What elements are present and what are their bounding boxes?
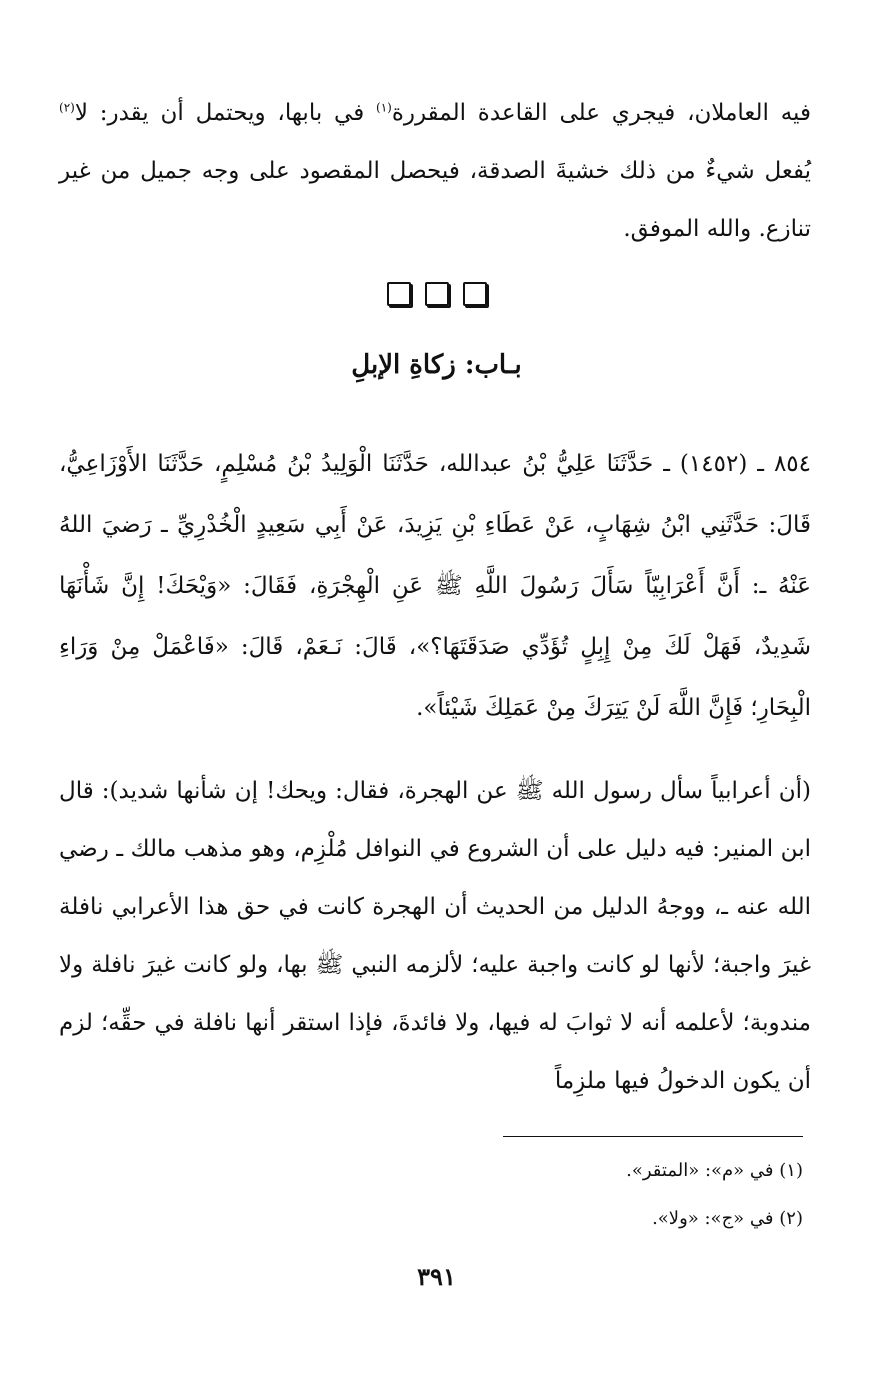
hadith-text: ٨٥٤ ـ (١٤٥٢) ـ حَدَّثَنَا عَلِيُّ بْنُ عبدالله، حَدَّثَنَا الْوَلِيدُ بْنُ مُسْلِمٍ، حَدَّثَنَا الأَوْزَاعِيُّ، قَالَ: حَدَّثَنِي ابْنُ شِهَابٍ، عَنْ عَطَاءِ بْنِ يَزِيدَ، عَنْ أَبِي سَعِيدٍ الْخُدْرِيِّ ـ رَضيَ اللهُ عَنْهُ ـ: أَنَّ أَعْرَابِيّاً سَأَلَ رَسُولَ اللَّهِ ﷺ عَنِ الْهِجْرَةِ، فَقَالَ: «وَيْحَكَ! إِنَّ شَأْنَهَا شَدِيدٌ، فَهَلْ لَكَ مِنْ إِبِلٍ تُؤَدِّي صَدَقَتَهَا؟»، قَالَ: نَـعَمْ، قَالَ: «فَاعْمَلْ مِنْ وَرَاءِ الْبِحَارِ؛ فَإِنَّ اللَّهَ لَنْ يَتِرَكَ مِنْ عَمَلِكَ شَيْئاً». bbox=[59, 451, 811, 721]
footnote-text: في «م»: «المتقر». bbox=[626, 1160, 774, 1181]
chapter-label: بـاب: bbox=[464, 350, 522, 380]
intro-text-part1: فيه العاملان، فيجري على القاعدة المقررة bbox=[391, 100, 811, 126]
section-divider-ornament bbox=[0, 282, 873, 306]
footnote-ref-1[interactable]: (١) bbox=[376, 100, 392, 115]
ornament-square-icon bbox=[425, 282, 449, 306]
footnote-separator bbox=[503, 1136, 803, 1137]
chapter-heading bbox=[0, 350, 873, 380]
ornament-square-icon bbox=[387, 282, 411, 306]
intro-text-part3: يُفعل شيءٌ من ذلك خشيةَ الصدقة، فيحصل المقصود على وجه جميل من غير تنازع. والله الموفق. bbox=[59, 158, 811, 242]
page-number: ٣٩١ bbox=[417, 1262, 456, 1291]
footnote-text: في «ج»: «ولا». bbox=[652, 1208, 774, 1229]
footnote-ref-2[interactable]: (٢) bbox=[59, 100, 75, 115]
commentary-text: (أن أعرابياً سأل رسول الله ﷺ عن الهجرة، فقال: ويحك! إن شأنها شديد): قال ابن المنير: فيه دليل على أن الشروع في النوافل مُلْزِم، وهو مذهب مالك ـ رضي الله عنه ـ، ووجهُ الدليل من الحديث أن الهجرة كانت في حق هذا الأعرابي نافلة غيرَ واجبة؛ لأنها لو كانت واجبة عليه؛ لألزمه النبي ﷺ بها، ولو كانت غيرَ نافلة ولا مندوبة؛ لأعلمه أنه لا ثوابَ له فيها، ولا فائدةَ، فإذا استقر أنها نافلة في حقِّه؛ لزم أن يكون الدخولُ فيها ملزِماً bbox=[59, 778, 811, 1094]
intro-text-part2: في بابها، ويحتمل أن يقدر: لا bbox=[74, 100, 376, 126]
footnote-1 bbox=[103, 1156, 803, 1186]
footnote-2 bbox=[103, 1204, 803, 1234]
chapter-title: زكاةِ الإبلِ bbox=[351, 350, 456, 380]
footnote-number: (١) bbox=[779, 1160, 803, 1181]
footnote-number: (٢) bbox=[779, 1208, 803, 1229]
ornament-square-icon bbox=[463, 282, 487, 306]
intro-paragraph bbox=[59, 84, 811, 258]
